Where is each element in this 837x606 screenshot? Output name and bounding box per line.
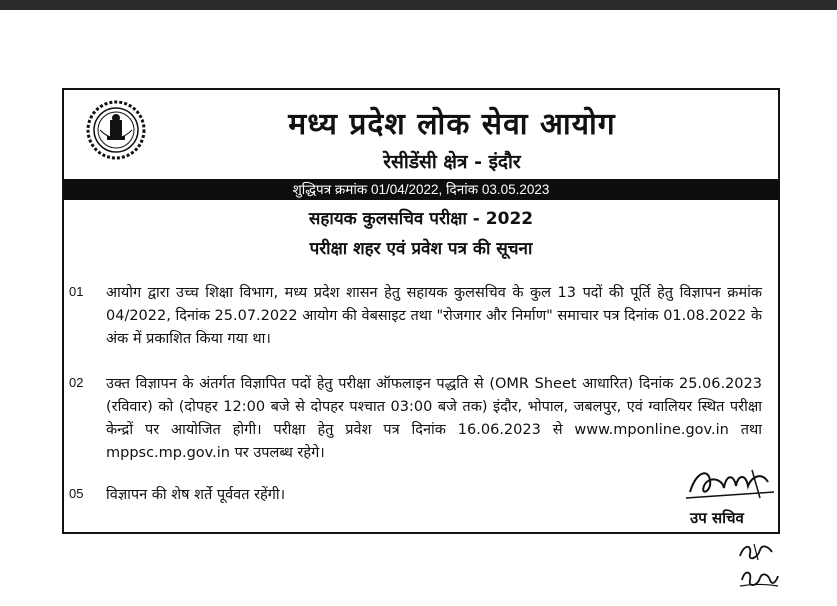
office-subtitle: रेसीडेंसी क्षेत्र - इंदौर [383,151,521,173]
commission-title: मध्य प्रदेश लोक सेवा आयोग [288,107,616,142]
signer-designation: उप सचिव [690,509,744,527]
margin-scribble-icon [736,540,776,564]
mppsc-emblem-icon [86,100,146,160]
paragraph-text: विज्ञापन की शेष शर्ते पूर्ववत रहेंगी। [106,487,286,503]
corrigendum-band: शुद्धिपत्र क्रमांक 01/04/2022, दिनांक 03.05.2023 [64,179,778,200]
signature-icon [682,462,778,506]
paragraph-text: आयोग द्वारा उच्च शिक्षा विभाग, मध्य प्रदेश शासन हेतु सहायक कुलसचिव के कुल 13 पदों की पूर्ति हेतु विज्ञापन क्रमांक 04/2022, दिनांक 25.07.2022 आयोग की वेबसाइट तथा "रोजगार और निर्माण" समाचार पत्र दिनांक 01.08.2022 के अंक में प्रकाशित किया गया था। [106,285,762,347]
paragraph-number: 01 [69,284,84,299]
paragraph-text: उक्त विज्ञापन के अंतर्गत विज्ञापित पदों हेतु परीक्षा ऑफलाइन पद्धति से (OMR Sheet आधारित) दिनांक 25.06.2023 (रविवार) को (दोपहर 12:00 बजे से दोपहर पश्चात 03:00 बजे तक) इंदौर, भोपाल, जबलपुर, एवं ग्वालियर स्थित परीक्षा केन्द्रों पर आयोजित होगी। परीक्षा हेतु प्रवेश पत्र दिनांक 16.06.2023 से www.mponline.gov.in तथा mppsc.mp.gov.in पर उपलब्ध रहेगे। [106,376,762,461]
exam-heading: सहायक कुलसचिव परीक्षा - 2022 [308,209,534,229]
notice-document [62,88,780,534]
paragraph-number: 02 [69,375,84,390]
notice-heading: परीक्षा शहर एवं प्रवेश पत्र की सूचना [309,239,533,259]
window-top-border [0,0,837,10]
paragraph-number: 05 [69,486,84,501]
margin-initials-icon [738,566,780,590]
